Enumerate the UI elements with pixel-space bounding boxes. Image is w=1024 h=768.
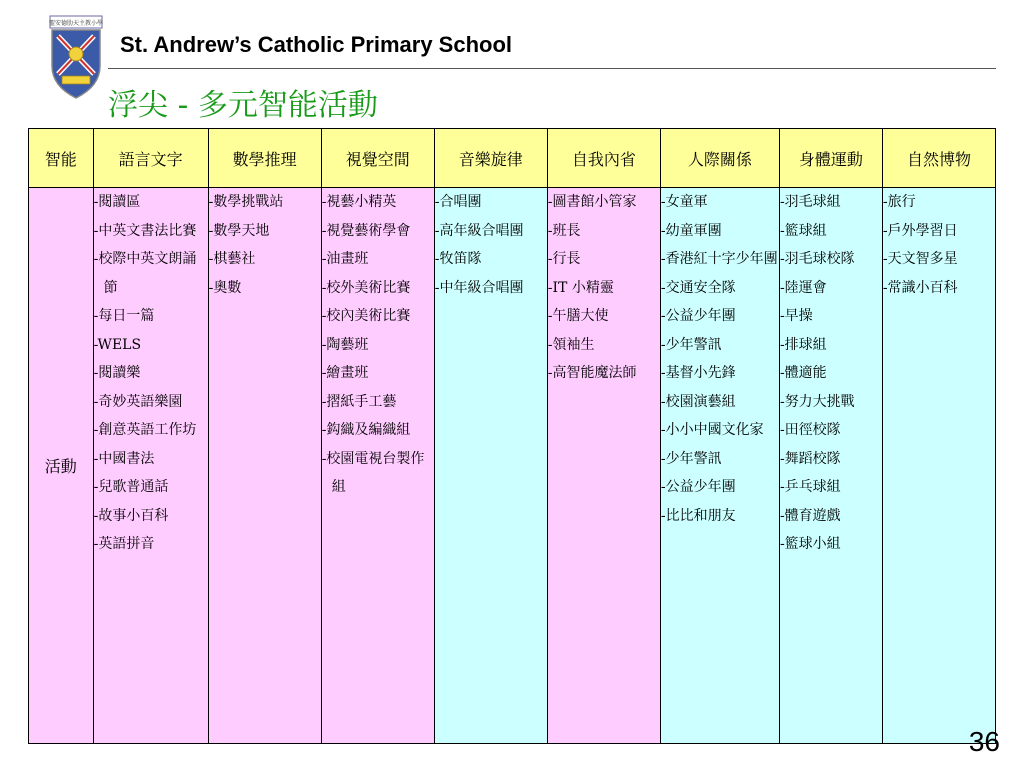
header-row	[29, 129, 996, 188]
activity-item: -WELS	[93, 336, 142, 353]
activity-item: -行長	[547, 251, 581, 267]
school-crest-logo	[48, 14, 104, 100]
activity-item: -籃球組	[779, 222, 827, 239]
activity-item: -數學挑戰站	[208, 194, 284, 210]
activity-item: -校內美術比賽	[321, 308, 411, 324]
activity-item: -早操	[779, 308, 813, 324]
activity-item: -公益少年團	[660, 479, 736, 495]
activity-item: -繪畫班	[321, 365, 369, 381]
activity-list	[883, 188, 995, 302]
activity-item: -女童軍	[660, 194, 708, 210]
activity-item: -牧笛隊	[434, 251, 482, 267]
corner-header: 智能	[29, 129, 94, 188]
column-cell	[434, 188, 547, 744]
activity-item: -創意英語工作坊	[93, 422, 197, 438]
activity-item: -籃球小組	[779, 536, 841, 552]
activity-item: -基督小先鋒	[660, 365, 736, 381]
svg-text:聖安德肋天主教小學: 聖安德肋天主教小學	[48, 20, 104, 27]
activity-item: -幼童軍團	[660, 222, 722, 239]
column-header: 語言文字	[93, 129, 208, 188]
activity-item: -中國書法	[93, 450, 155, 467]
row-label: 活動	[29, 188, 94, 744]
activity-item: -乒乓球組	[779, 479, 841, 495]
column-cell	[547, 188, 660, 744]
activity-item: -視藝小精英	[321, 194, 397, 210]
activity-item: -舞蹈校隊	[779, 450, 841, 467]
activities-table	[28, 128, 996, 744]
activity-item: -摺紙手工藝	[321, 393, 397, 410]
activity-item: -陸運會	[779, 279, 827, 296]
activity-item: -努力大挑戰	[779, 393, 855, 410]
activity-item: -班長	[547, 222, 581, 239]
activity-item: -校園電視台製作組	[321, 450, 425, 495]
activity-item: -圖書館小管家	[547, 194, 637, 210]
activity-list	[661, 188, 779, 530]
activity-item: -領袖生	[547, 336, 595, 353]
activity-item: -高年級合唱團	[434, 222, 524, 239]
activity-item: -中年級合唱團	[434, 279, 524, 296]
header-divider	[108, 68, 996, 69]
activity-list	[322, 188, 434, 502]
activity-list	[94, 188, 208, 559]
activity-item: -體育遊戲	[779, 507, 841, 524]
page-number: 36	[968, 726, 1000, 757]
school-name: St. Andrew’s Catholic Primary School	[120, 32, 513, 57]
activity-item: -小小中國文化家	[660, 422, 764, 438]
activity-item: -數學天地	[208, 222, 270, 239]
activity-item: -校際中英文朗誦節	[93, 251, 197, 296]
activity-item: -公益少年團	[660, 308, 736, 324]
activity-item: -兒歌普通話	[93, 479, 169, 495]
activity-item: -油畫班	[321, 251, 369, 267]
slide-title: 浮尖 - 多元智能活動	[108, 88, 378, 123]
activity-item: -閱讀區	[93, 194, 141, 210]
activity-item: -少年警訊	[660, 336, 722, 353]
activity-item: -中英文書法比賽	[93, 222, 197, 239]
column-header: 數學推理	[208, 129, 321, 188]
activity-item: -合唱團	[434, 194, 482, 210]
activity-item: -IT 小精靈	[547, 279, 614, 296]
activity-item: -排球組	[779, 336, 827, 353]
activity-item: -英語拼音	[93, 536, 155, 552]
activity-item: -午膳大使	[547, 308, 609, 324]
activity-item: -奇妙英語樂園	[93, 393, 183, 410]
column-cell	[321, 188, 434, 744]
activity-item: -比比和朋友	[660, 507, 736, 524]
activity-item: -常識小百科	[882, 279, 958, 296]
column-header: 身體運動	[779, 129, 882, 188]
activity-item: -奧數	[208, 279, 242, 296]
activity-item: -每日一篇	[93, 308, 155, 324]
activity-item: -旅行	[882, 194, 916, 210]
activity-item: -校園演藝組	[660, 393, 736, 410]
activity-list	[209, 188, 321, 302]
column-header: 自然博物	[882, 129, 995, 188]
column-cell	[779, 188, 882, 744]
activity-item: -體適能	[779, 365, 827, 381]
activity-item: -羽毛球組	[779, 194, 841, 210]
column-cell	[93, 188, 208, 744]
activity-item: -高智能魔法師	[547, 365, 637, 381]
column-header: 自我內省	[547, 129, 660, 188]
activities-row	[29, 188, 996, 744]
activity-item: -陶藝班	[321, 336, 369, 353]
activity-item: -香港紅十字少年團	[660, 251, 778, 267]
column-cell	[208, 188, 321, 744]
activity-item: -交通安全隊	[660, 279, 736, 296]
activity-item: -少年警訊	[660, 450, 722, 467]
activity-item: -故事小百科	[93, 507, 169, 524]
column-cell	[660, 188, 779, 744]
column-header: 人際關係	[660, 129, 779, 188]
column-header: 視覺空間	[321, 129, 434, 188]
activity-list	[780, 188, 882, 559]
activity-item: -鈎織及編織組	[321, 422, 411, 438]
activity-item: -校外美術比賽	[321, 279, 411, 296]
activity-item: -閱讀樂	[93, 365, 141, 381]
column-header: 音樂旋律	[434, 129, 547, 188]
activity-list	[435, 188, 547, 302]
column-cell	[882, 188, 995, 744]
activity-item: -天文智多星	[882, 251, 958, 267]
activity-item: -棋藝社	[208, 251, 256, 267]
activity-item: -田徑校隊	[779, 422, 841, 438]
activity-item: -視覺藝術學會	[321, 222, 411, 239]
activity-item: -羽毛球校隊	[779, 251, 855, 267]
activity-item: -戶外學習日	[882, 222, 958, 239]
activity-list	[548, 188, 660, 388]
